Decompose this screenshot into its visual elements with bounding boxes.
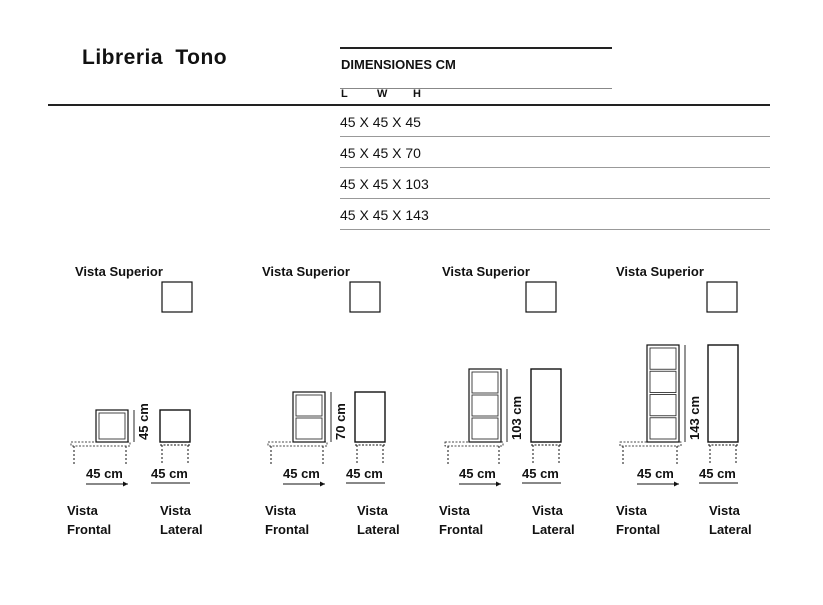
front-view-frame [96, 410, 128, 442]
side-view-frame [160, 410, 190, 442]
width-label: 45 cm [459, 466, 496, 481]
top-view-label: Vista Superior [262, 264, 350, 279]
depth-label: 45 cm [699, 466, 736, 481]
top-view-box [707, 282, 737, 312]
height-label: 70 cm [333, 403, 348, 440]
front-view-frame [293, 392, 325, 442]
base-platform [445, 442, 503, 446]
width-arrow [674, 482, 679, 487]
front-view-caption: Frontal [439, 522, 484, 537]
front-view-caption: Vista [265, 503, 296, 518]
front-view-caption: Frontal [67, 522, 112, 537]
side-view-caption: Vista [357, 503, 388, 518]
front-view-caption: Frontal [265, 522, 310, 537]
width-label: 45 cm [637, 466, 674, 481]
dimension-value: 45 X 45 X 103 [340, 176, 429, 192]
top-view-label: Vista Superior [616, 264, 704, 279]
height-label: 45 cm [136, 403, 151, 440]
side-view-caption: Lateral [532, 522, 575, 537]
column-header-height: H [413, 88, 421, 100]
top-view-label: Vista Superior [442, 264, 530, 279]
width-label: 45 cm [86, 466, 123, 481]
front-view-caption: Vista [616, 503, 647, 518]
width-arrow [320, 482, 325, 487]
depth-label: 45 cm [151, 466, 188, 481]
column-header-length: L [341, 88, 348, 100]
base-platform [620, 442, 681, 446]
side-view-caption: Vista [160, 503, 191, 518]
height-label: 103 cm [509, 395, 524, 440]
top-view-box [162, 282, 192, 312]
page-title: Libreria Tono [82, 46, 228, 69]
top-view-label: Vista Superior [75, 264, 163, 279]
side-view-frame [355, 392, 385, 442]
dimension-value: 45 X 45 X 45 [340, 114, 421, 130]
dimension-value: 45 X 45 X 143 [340, 207, 429, 223]
dimensions-header: DIMENSIONES CM [341, 57, 456, 72]
width-arrow [496, 482, 501, 487]
depth-label: 45 cm [522, 466, 559, 481]
width-arrow [123, 482, 128, 487]
front-view-frame [647, 345, 679, 442]
front-view-caption: Frontal [616, 522, 661, 537]
side-view-frame [708, 345, 738, 442]
front-view-caption: Vista [67, 503, 98, 518]
side-view-caption: Lateral [357, 522, 400, 537]
front-view-caption: Vista [439, 503, 470, 518]
side-view-caption: Lateral [709, 522, 752, 537]
base-platform [268, 442, 327, 446]
side-view-caption: Lateral [160, 522, 203, 537]
base-platform [71, 442, 130, 446]
side-view-caption: Vista [532, 503, 563, 518]
depth-label: 45 cm [346, 466, 383, 481]
side-view-caption: Vista [709, 503, 740, 518]
width-label: 45 cm [283, 466, 320, 481]
top-view-box [526, 282, 556, 312]
front-view-frame [469, 369, 501, 442]
side-view-frame [531, 369, 561, 442]
top-view-box [350, 282, 380, 312]
height-label: 143 cm [687, 395, 702, 440]
column-header-width: W [377, 88, 388, 100]
dimension-value: 45 X 45 X 70 [340, 145, 421, 161]
